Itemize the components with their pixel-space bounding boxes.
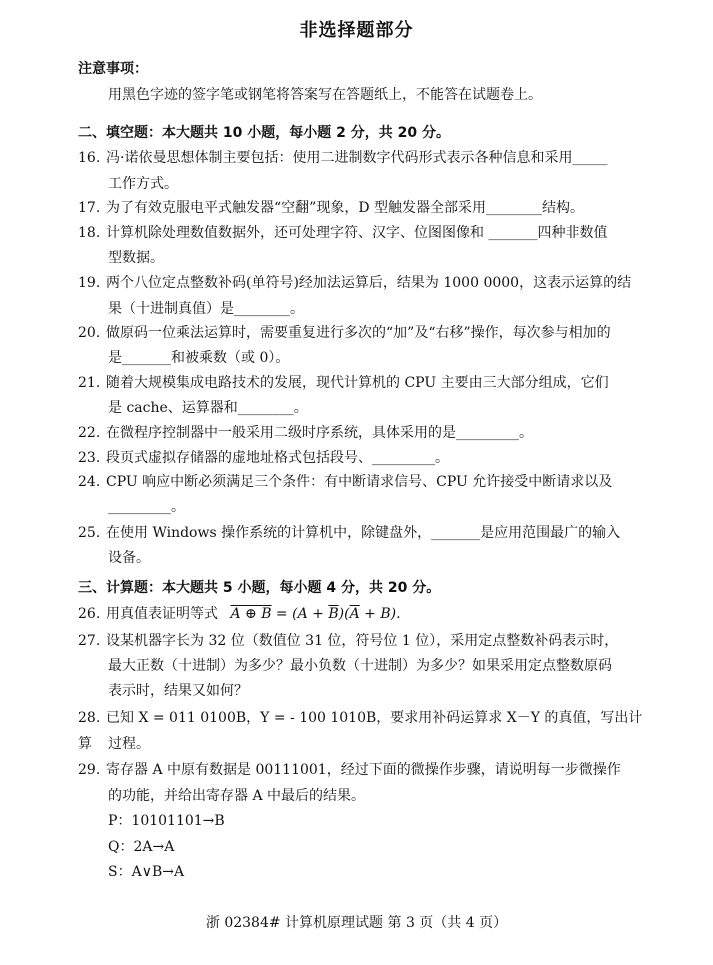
question-21 <box>78 370 643 396</box>
question-number: 21. <box>78 375 101 391</box>
question-25 <box>78 520 643 546</box>
question-number: 29. <box>78 762 101 778</box>
section-3-heading: 三、计算题：本大题共 5 小题，每小题 4 分，共 20 分。 <box>78 580 441 596</box>
xor-equation: A ⊕ $B = (A + \overline{B})(\overline{A} + B)$. <box>230 606 401 622</box>
question-18 <box>78 220 643 246</box>
section-2-heading: 二、填空题：本大题共 10 小题，每小题 2 分，共 20 分。 <box>78 125 450 141</box>
question-19-cont: 果（十进制真值）是________。 <box>108 301 304 317</box>
question-text: 用真值表证明等式 <box>106 606 218 622</box>
notice-heading: 注意事项： <box>78 61 148 77</box>
question-22 <box>78 420 643 446</box>
question-23 <box>78 445 643 471</box>
question-number: 26. <box>78 606 101 622</box>
question-28-cont: 过程。 <box>108 736 150 752</box>
question-number: 23. <box>78 450 101 466</box>
question-text: CPU 响应中断必须满足三个条件：有中断请求信号、CPU 允许接受中断请求以及 <box>106 474 613 490</box>
question-25-cont: 设备。 <box>108 550 150 566</box>
question-text: 为了有效克服电平式触发器“空翻”现象，D 型触发器全部采用________结构。 <box>106 200 584 216</box>
micro-op-step-p: P：10101101→B <box>108 813 225 829</box>
question-27-cont-2: 表示时，结果又如何？ <box>108 683 248 699</box>
question-19 <box>78 270 643 296</box>
question-number: 20. <box>78 325 101 341</box>
question-16-cont: 工作方式。 <box>108 176 178 192</box>
question-text: 已知 X = 011 0100B，Y = - 100 1010B，要求用补码运算求 X－Y 的真值，写出计算 <box>78 710 643 752</box>
question-text: 段页式虚拟存储器的虚地址格式包括段号、_________。 <box>106 450 449 466</box>
question-16 <box>78 145 643 171</box>
question-text: 寄存器 A 中原有数据是 00111001，经过下面的微操作步骤，请说明每一步微操作 <box>106 762 621 778</box>
question-number: 19. <box>78 275 101 291</box>
notice-text: 用黑色字迹的签字笔或钢笔将答案写在答题纸上，不能答在试题卷上。 <box>108 87 542 103</box>
page-title: 非选择题部分 <box>299 20 414 41</box>
question-text: 两个八位定点整数补码(单符号)经加法运算后，结果为 1000 0000，这表示运算的结 <box>106 275 632 291</box>
micro-op-step-q: Q：2A→A <box>108 839 175 855</box>
question-18-cont: 型数据。 <box>108 250 164 266</box>
question-text: 随着大规模集成电路技术的发展，现代计算机的 CPU 主要由三大部分组成，它们 <box>106 375 609 391</box>
question-29 <box>78 757 643 783</box>
question-17 <box>78 195 643 221</box>
page-footer: 浙 02384# 计算机原理试题 第 3 页（共 4 页） <box>205 915 508 931</box>
question-number: 16. <box>78 150 101 166</box>
question-21-cont: 是 cache、运算器和________。 <box>108 400 308 416</box>
question-text: 设某机器字长为 32 位（数值位 31 位，符号位 1 位），采用定点整数补码表示时， <box>106 633 619 649</box>
question-number: 17. <box>78 200 101 216</box>
question-20-cont: 是_______和被乘数（或 0）。 <box>108 350 290 366</box>
question-text: 做原码一位乘法运算时，需要重复进行多次的“加”及“右移”操作，每次参与相加的 <box>106 325 611 341</box>
question-text: 在使用 Windows 操作系统的计算机中，除键盘外，_______是应用范围最广的输入 <box>106 525 621 541</box>
question-number: 18. <box>78 225 101 241</box>
question-text: 在微程序控制器中一般采用二级时序系统，具体采用的是_________。 <box>106 425 533 441</box>
question-26 <box>78 601 643 627</box>
question-24-cont: _________。 <box>108 499 185 515</box>
question-text: 计算机除处理数值数据外，还可处理字符、汉字、位图图像和 _______四种非数值 <box>106 225 608 241</box>
question-number: 27. <box>78 633 101 649</box>
question-24 <box>78 469 643 495</box>
question-number: 28. <box>78 710 101 726</box>
question-20 <box>78 320 643 346</box>
question-27-cont-1: 最大正数（十进制）为多少？最小负数（十进制）为多少？如果采用定点整数原码 <box>108 658 612 674</box>
question-text: 冯·诺依曼思想体制主要包括：使用二进制数字代码形式表示各种信息和采用_____ <box>106 150 608 166</box>
question-number: 24. <box>78 474 101 490</box>
question-number: 25. <box>78 525 101 541</box>
question-number: 22. <box>78 425 101 441</box>
question-29-cont: 的功能，并给出寄存器 A 中最后的结果。 <box>108 788 366 804</box>
question-27 <box>78 628 643 654</box>
micro-op-step-s: S：A∨B→A <box>108 864 185 880</box>
